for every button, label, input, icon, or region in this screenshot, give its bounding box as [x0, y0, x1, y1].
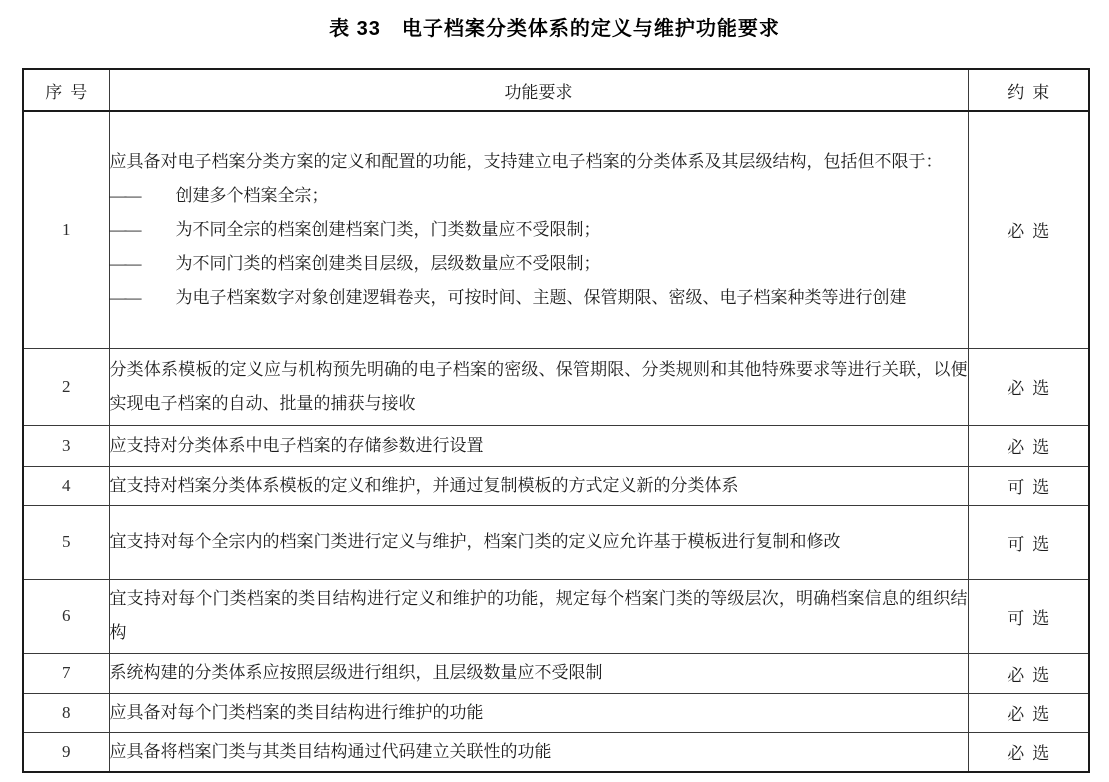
requirements-table — [22, 68, 1090, 773]
constraint-cell: 必选 — [968, 693, 1089, 732]
row-number-cell: 4 — [23, 466, 109, 505]
constraint-cell: 必选 — [968, 425, 1089, 466]
dash-marker: —— — [109, 185, 140, 205]
table-row — [23, 348, 1089, 425]
table-row — [23, 693, 1089, 732]
row-number-cell: 3 — [23, 425, 109, 466]
table-row — [23, 653, 1089, 693]
list-item: —— 创建多个档案全宗； — [110, 179, 968, 213]
column-header-requirement: 功能要求 — [109, 69, 968, 111]
row-number-cell: 2 — [23, 348, 109, 425]
dash-marker: —— — [109, 253, 140, 273]
row-number-cell: 8 — [23, 693, 109, 732]
table-row — [23, 505, 1089, 579]
column-header-no: 序号 — [23, 69, 109, 111]
requirement-cell — [109, 111, 968, 348]
requirement-cell: 应具备将档案门类与其类目结构通过代码建立关联性的功能 — [109, 732, 968, 772]
column-header-constraint: 约束 — [968, 69, 1089, 111]
table-header-row — [23, 69, 1089, 111]
constraint-cell: 可选 — [968, 466, 1089, 505]
list-item: —— 为不同门类的档案创建类目层级，层级数量应不受限制； — [110, 247, 968, 281]
constraint-cell: 必选 — [968, 653, 1089, 693]
requirement-intro: 应具备对电子档案分类方案的定义和配置的功能，支持建立电子档案的分类体系及其层级结构，包括但不限于： — [109, 151, 943, 171]
constraint-cell: 可选 — [968, 579, 1089, 653]
row-number-cell: 1 — [23, 111, 109, 348]
requirement-cell: 宜支持对每个全宗内的档案门类进行定义与维护，档案门类的定义应允许基于模板进行复制和修改 — [109, 505, 968, 579]
list-item: —— 为不同全宗的档案创建档案门类，门类数量应不受限制； — [110, 213, 968, 247]
row-number-cell: 9 — [23, 732, 109, 772]
table-row — [23, 732, 1089, 772]
row-number-cell: 5 — [23, 505, 109, 579]
constraint-cell: 必选 — [968, 348, 1089, 425]
requirement-cell: 系统构建的分类体系应按照层级进行组织，且层级数量应不受限制 — [109, 653, 968, 693]
dash-marker: —— — [109, 219, 140, 239]
requirement-cell: 宜支持对每个门类档案的类目结构进行定义和维护的功能，规定每个档案门类的等级层次，明确档案信息的组织结构 — [109, 579, 968, 653]
constraint-cell: 必选 — [968, 111, 1089, 348]
requirement-cell: 分类体系模板的定义应与机构预先明确的电子档案的密级、保管期限、分类规则和其他特殊要求等进行关联，以便实现电子档案的自动、批量的捕获与接收 — [109, 348, 968, 425]
row-number-cell: 7 — [23, 653, 109, 693]
table-row — [23, 425, 1089, 466]
requirement-cell: 宜支持对档案分类体系模板的定义和维护，并通过复制模板的方式定义新的分类体系 — [109, 466, 968, 505]
table-row — [23, 466, 1089, 505]
row-number-cell: 6 — [23, 579, 109, 653]
list-item: —— 为电子档案数字对象创建逻辑卷夹，可按时间、主题、保管期限、密级、电子档案种类等进行创建 — [110, 281, 968, 315]
table-row — [23, 111, 1089, 348]
dash-marker: —— — [109, 287, 140, 307]
table-row — [23, 579, 1089, 653]
page-title: 表 33 电子档案分类体系的定义与维护功能要求 — [329, 18, 780, 40]
constraint-cell: 必选 — [968, 732, 1089, 772]
requirement-cell: 应具备对每个门类档案的类目结构进行维护的功能 — [109, 693, 968, 732]
requirement-cell: 应支持对分类体系中电子档案的存储参数进行设置 — [109, 425, 968, 466]
constraint-cell: 可选 — [968, 505, 1089, 579]
